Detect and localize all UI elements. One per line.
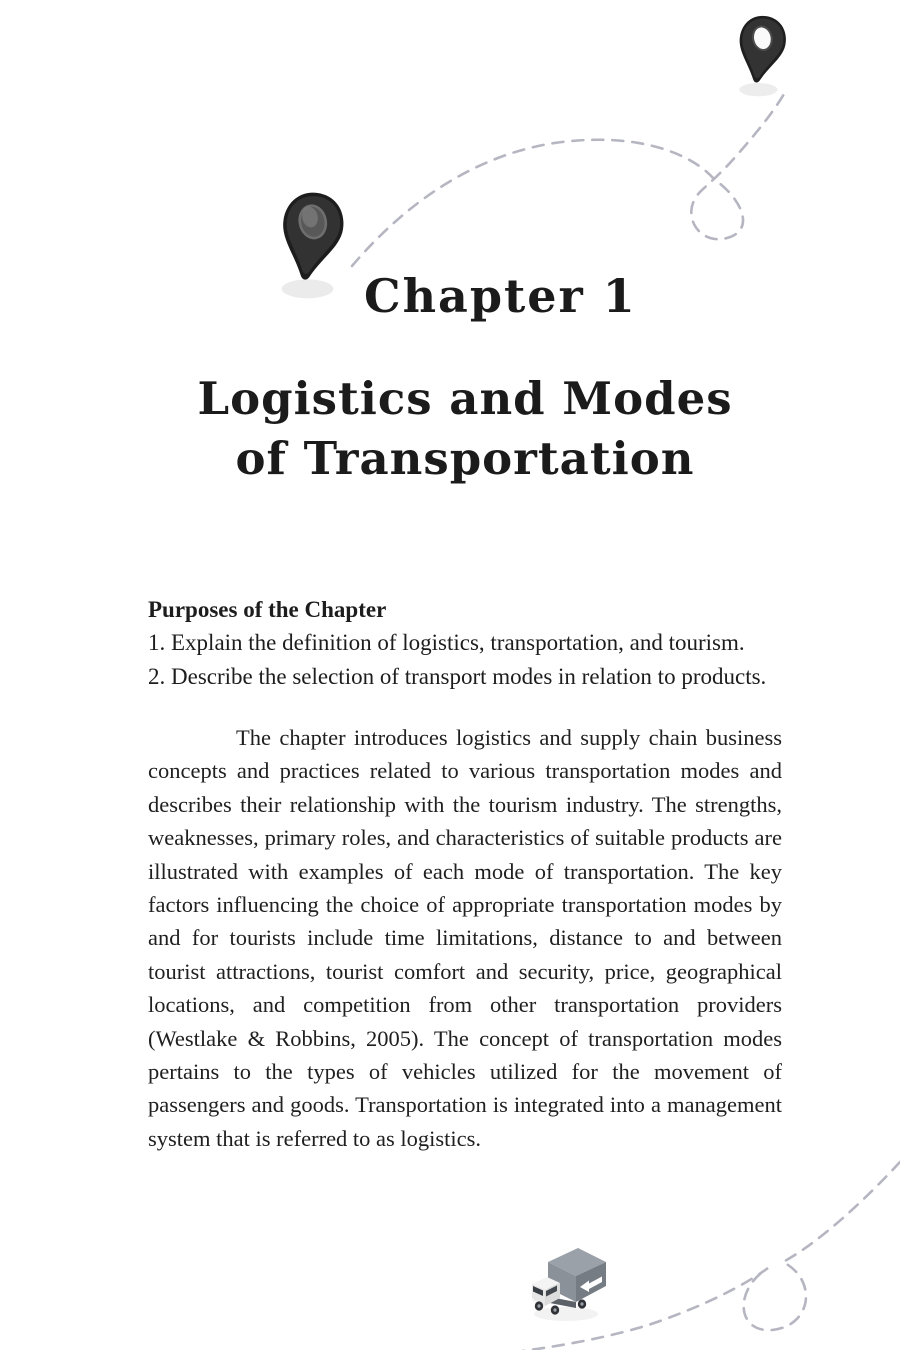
chapter-body [148, 593, 782, 1155]
dashed-route-top [352, 94, 784, 266]
map-pin-icon [728, 10, 794, 102]
purposes-heading: Purposes of the Chapter [148, 597, 387, 622]
map-pin-icon [268, 186, 354, 304]
page-title [118, 369, 812, 489]
purpose-item-2: 2. Describe the selection of transport modes in relation to products. [148, 663, 767, 689]
purpose-item-1: 1. Explain the definition of logistics, transportation, and tourism. [148, 630, 745, 655]
page-title-line2: of Transportation [235, 432, 695, 486]
page-title-line1: Logistics and Modes [197, 372, 733, 426]
delivery-truck-icon [524, 1242, 614, 1326]
intro-paragraph: The chapter introduces logistics and supply chain business concepts and practices related to various transportation modes and describes their relationship with the tourism industry. The strengths, weaknesses, primary roles, and characteristics of suitable products are illustrated with examples of each mode of transportation. The key factors influencing the choice of appropriate transportation modes by and for tourists include time limitations, distance to and between tourist attractions, tourist comfort and security, price, geographical locations, and competition from other transportation providers (Westlake & Robbins, 2005). The concept of transportation modes pertains to the types of vehicles utilized for the movement of passengers and goods. Transportation is integrated into a management system that is referred to as logistics. [148, 725, 782, 1151]
chapter-heading: Chapter 1 [364, 268, 637, 323]
